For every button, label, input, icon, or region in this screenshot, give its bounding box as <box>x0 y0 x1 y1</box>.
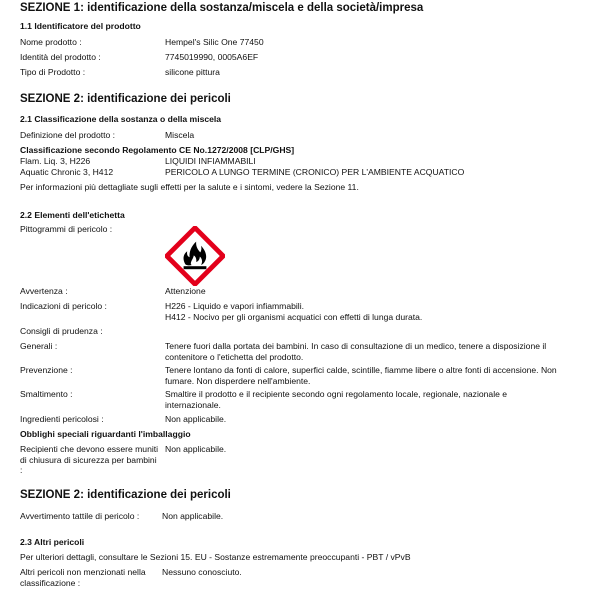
tactile-warning-label: Avvertimento tattile di pericolo : <box>20 511 140 521</box>
precaution-general-value: Tenere fuori dalla portata dei bambini. In caso di consultazione di un medico, tenere a disposizione il contenitore o l'etichetta del prodotto. <box>165 341 547 362</box>
precaution-general-label: Generali : <box>20 341 58 351</box>
product-name-label: Nome prodotto : <box>20 37 82 47</box>
ghs-flame-icon <box>165 226 225 286</box>
product-type-value: silicone pittura <box>165 67 220 77</box>
hazard-statement-h226: H226 - Liquido e vapori infiammabili. <box>165 301 305 311</box>
precaution-prevention-label: Prevenzione : <box>20 365 73 375</box>
hazard-statements-label: Indicazioni di pericolo : <box>20 301 107 311</box>
definition-value: Miscela <box>165 130 195 140</box>
ingredients-value: Non applicabile. <box>165 414 227 424</box>
packaging-heading: Obblighi speciali riguardanti l'imballaggio <box>20 429 191 439</box>
precaution-disposal-label: Smaltimento : <box>20 389 73 399</box>
classification-1-desc: LIQUIDI INFIAMMABILI <box>165 156 256 166</box>
subsection-1-1-heading: 1.1 Identificatore del prodotto <box>20 21 141 31</box>
definition-label: Definizione del prodotto : <box>20 130 116 140</box>
classification-2-class: Aquatic Chronic 3, H412 <box>20 167 114 177</box>
health-info-note: Per informazioni più dettagliate sugli effetti per la salute e i sintomi, vedere la Sezione 11. <box>20 182 359 192</box>
signal-word-label: Avvertenza : <box>20 286 68 296</box>
other-hazards-note: Per ulteriori dettagli, consultare le Sezioni 15. EU - Sostanze estremamente preoccupanti - PBT / vPvB <box>20 552 411 562</box>
regulation-heading: Classificazione secondo Regolamento CE No.1272/2008 [CLP/GHS] <box>20 145 295 155</box>
ingredients-label: Ingredienti pericolosi : <box>20 414 104 424</box>
signal-word-value: Attenzione <box>165 286 206 296</box>
product-identity-label: Identità del prodotto : <box>20 52 101 62</box>
other-hazards-label: Altri pericoli non menzionati nella classificazione : <box>20 567 146 588</box>
precaution-prevention-value: Tenere lontano da fonti di calore, superfici calde, scintille, fiamme libere o altre fonti di accensione. Non fumare. Non disperdere nell'ambiente. <box>165 365 557 386</box>
subsection-2-1-heading: 2.1 Classificazione della sostanza o della miscela <box>20 114 222 124</box>
pictogram-label: Pittogrammi di pericolo : <box>20 224 113 234</box>
precautions-label: Consigli di prudenza : <box>20 326 103 336</box>
product-name-value: Hempel's Silic One 77450 <box>165 37 264 47</box>
product-identity-value: 7745019990, 0005A6EF <box>165 52 259 62</box>
tactile-warning-value: Non applicabile. <box>162 511 224 521</box>
child-closure-value: Non applicabile. <box>165 444 227 454</box>
subsection-2-3-heading: 2.3 Altri pericoli <box>20 537 85 547</box>
section2-repeat-title: SEZIONE 2: identificazione dei pericoli <box>20 489 231 501</box>
classification-2-desc: PERICOLO A LUNGO TERMINE (CRONICO) PER L'AMBIENTE ACQUATICO <box>165 167 465 177</box>
product-type-label: Tipo di Prodotto : <box>20 67 86 77</box>
classification-1-class: Flam. Liq. 3, H226 <box>20 156 91 166</box>
other-hazards-value: Nessuno conosciuto. <box>162 567 242 577</box>
precaution-disposal-value: Smaltire il prodotto e il recipiente secondo ogni regolamento locale, regionale, nazionale e internazionale. <box>165 389 508 410</box>
child-closure-label: Recipienti che devono essere muniti di chiusura di sicurezza per bambini : <box>20 444 159 475</box>
hazard-statement-h412: H412 - Nocivo per gli organismi acquatici con effetti di lunga durata. <box>165 312 423 322</box>
section2-title: SEZIONE 2: identificazione dei pericoli <box>20 93 231 105</box>
section1-title: SEZIONE 1: identificazione della sostanza/miscela e della società/impresa <box>20 2 424 14</box>
subsection-2-2-heading: 2.2 Elementi dell'etichetta <box>20 210 125 220</box>
